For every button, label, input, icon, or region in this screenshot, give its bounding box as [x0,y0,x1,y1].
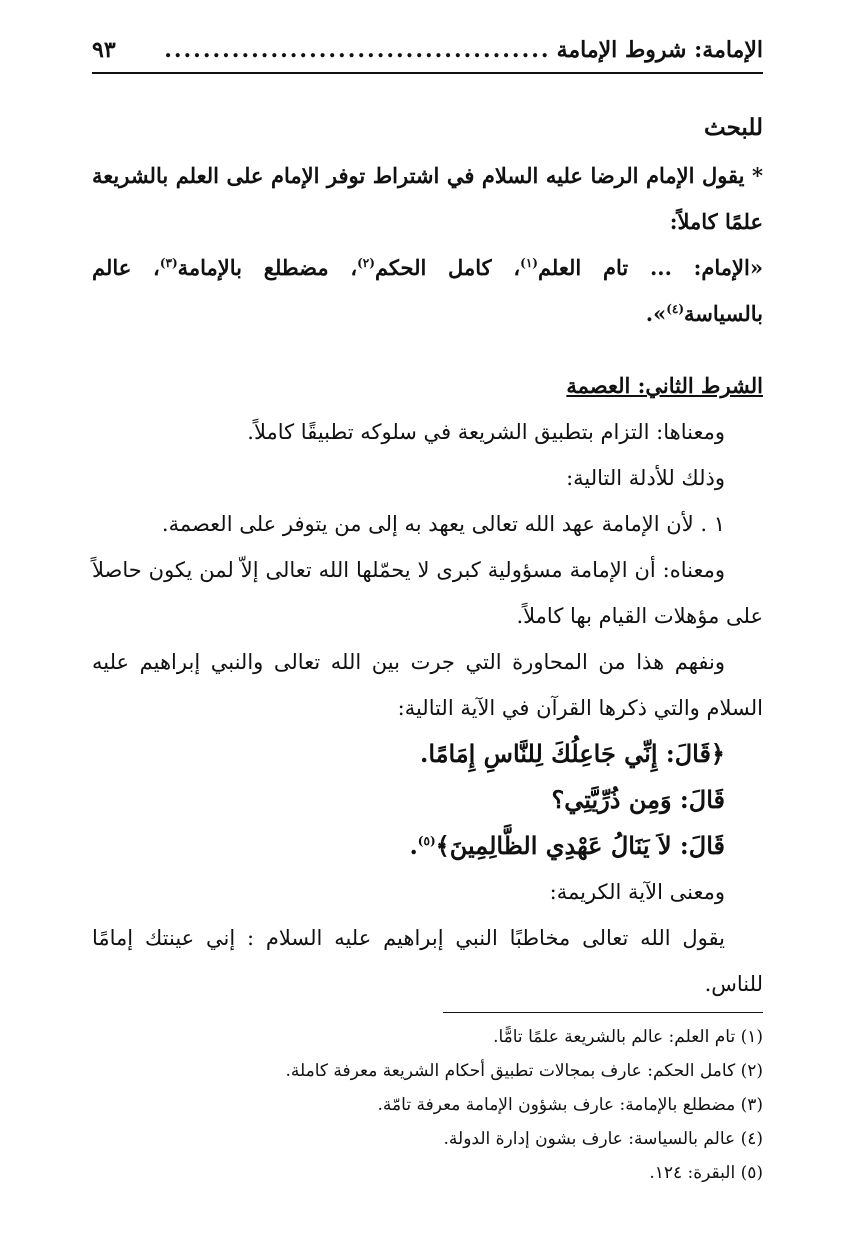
running-title: الإمامة: شروط الإمامة [556,37,763,63]
footnote-ref-5: (٥) [417,834,436,848]
footnote-ref-3: (٣) [159,256,178,270]
quote-part-1: «الإمام: ... تام العلم [537,255,763,280]
footnote-ref-2: (٢) [357,256,375,270]
meaning-text: يقول الله تعالى مخاطبًا النبي إبراهيم عليه السلام : إني عينتك إمامًا للناس. [92,926,763,996]
section-title: للبحث [704,114,763,141]
quran-line-3 [92,823,763,869]
quran-line-1: ﴿قَالَ: إِنِّي جَاعِلُكَ لِلنَّاسِ إِمَامًا. [419,739,725,768]
meaning-title: ومعنى الآية الكريمة: [549,880,725,904]
leader-dots: ........................................ [164,37,551,63]
quote-part-5: ». [645,301,667,326]
page-body [92,105,763,1007]
imam-quote [92,245,763,337]
line-evidence: وذلك للأدلة التالية: [566,466,725,490]
line-dialogue: ونفهم هذا من المحاورة التي جرت بين الله تعالى والنبي إبراهيم عليه السلام والتي ذكرها القرآن في الآية التالية: [92,650,763,720]
quote-part-2: ، كامل الحكم [374,255,521,280]
footnote-3: (٣) مضطلع بالإمامة: عارف بشؤون الإمامة معرفة تامّة. [377,1095,763,1115]
quran-line-3-text: قَالَ: لاَ يَنَالُ عَهْدِي الظَّالِمِينَ﴾ [435,831,725,860]
footnote-divider [443,1012,763,1013]
quote-part-3: ، مضطلع بالإمامة [177,255,358,280]
footnote-2: (٢) كامل الحكم: عارف بمجالات تطبيق أحكام الشريعة معرفة كاملة. [285,1061,763,1081]
page-header [92,28,763,74]
footnote-ref-1: (١) [520,256,538,270]
line-point-1: ١ . لأن الإمامة عهد الله تعالى يعهد به إلى من يتوفر على العصمة. [161,512,725,536]
footnotes [92,1020,763,1190]
quran-line-2: قَالَ: وَمِن ذُرِّيَّتِي؟ [551,785,725,814]
quran-line-3-end: . [409,831,418,860]
subheading-isma: الشرط الثاني: العصمة [566,373,763,398]
footnote-1: (١) تام العلم: عالم بالشريعة علمًا تامًّا. [493,1027,763,1047]
paragraph-rida: * يقول الإمام الرضا عليه السلام في اشتراط توفر الإمام على العلم بالشريعة علمًا كاملاً: [92,163,763,234]
page-number: ٩٣ [92,37,116,63]
line-explanation: ومعناه: أن الإمامة مسؤولية كبرى لا يحمّلها الله تعالى إلاّ لمن يكون حاصلاً على مؤهلات القيام بها كاملاً. [92,558,763,628]
footnote-4: (٤) عالم بالسياسة: عارف بشون إدارة الدولة. [443,1129,763,1149]
footnote-5: (٥) البقرة: ١٢٤. [649,1163,763,1183]
quote-part-4: ، عالم بالسياسة [92,255,763,326]
line-meaning: ومعناها: التزام بتطبيق الشريعة في سلوكه تطبيقًا كاملاً. [247,420,725,444]
footnote-ref-4: (٤) [666,302,685,316]
